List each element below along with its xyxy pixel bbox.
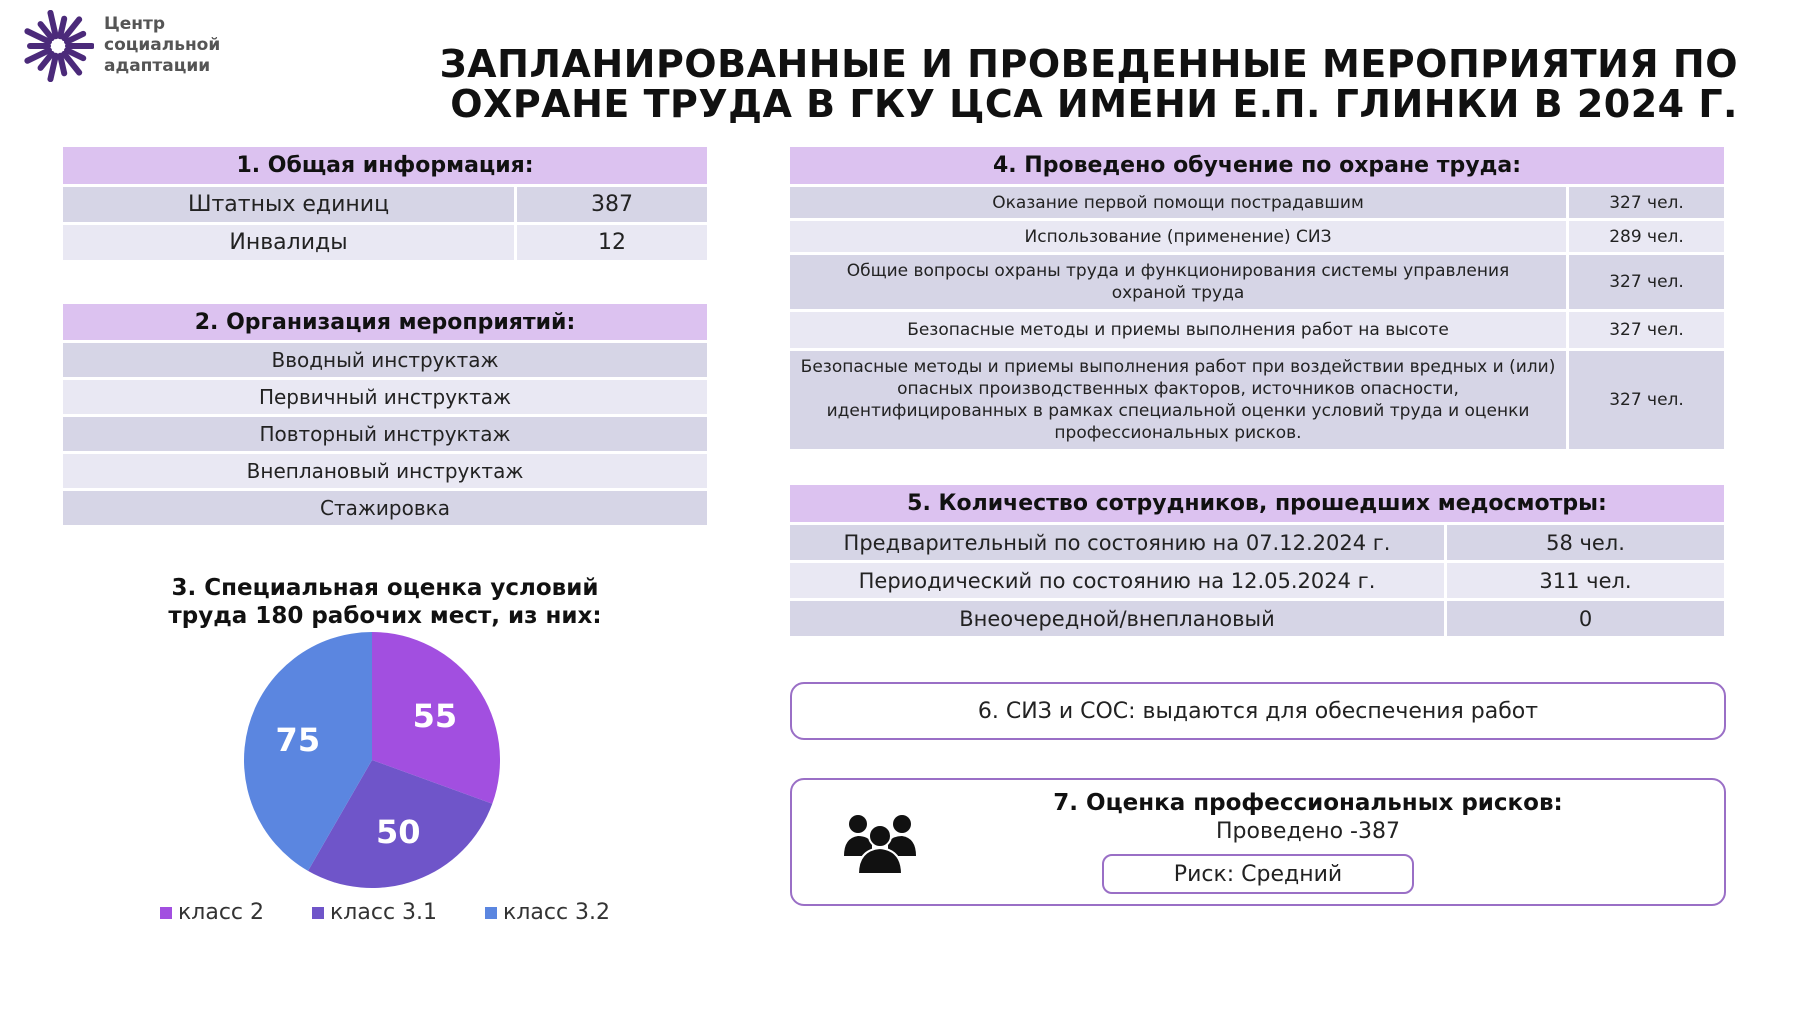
row-value: 289 чел. bbox=[1566, 221, 1724, 252]
logo-line-2: социальной bbox=[104, 35, 221, 55]
logo-line-3: адаптации bbox=[104, 56, 211, 76]
row-label: Периодический по состоянию на 12.05.2024 г. bbox=[790, 563, 1444, 598]
legend-label: класс 3.2 bbox=[503, 900, 611, 925]
logo-ray bbox=[60, 56, 64, 74]
list-item: Повторный инструктаж bbox=[63, 417, 707, 451]
chart-legend bbox=[160, 900, 610, 925]
table-row bbox=[790, 312, 1724, 348]
logo-burst-icon bbox=[22, 10, 94, 82]
legend-item bbox=[160, 900, 264, 925]
pie-data-label: 50 bbox=[376, 813, 421, 852]
risk-assessment-done: Проведено -387 bbox=[1216, 819, 1400, 844]
table-row bbox=[63, 225, 707, 260]
risk-assessment-box bbox=[790, 778, 1726, 906]
legend-swatch bbox=[485, 907, 497, 919]
events-table bbox=[63, 340, 707, 528]
table-row bbox=[63, 417, 707, 451]
logo bbox=[22, 10, 252, 85]
table-row bbox=[63, 380, 707, 414]
row-value: 0 bbox=[1444, 601, 1724, 636]
table-row bbox=[63, 343, 707, 377]
table-row bbox=[790, 187, 1724, 218]
row-label: Инвалиды bbox=[63, 225, 514, 260]
risk-level-text: Риск: Средний bbox=[1173, 861, 1343, 887]
medical-checkups-table bbox=[790, 522, 1724, 639]
table-row bbox=[790, 525, 1724, 560]
legend-item bbox=[485, 900, 610, 925]
page-title bbox=[308, 44, 1738, 124]
row-label: Безопасные методы и приемы выполнения работ на высоте bbox=[790, 312, 1566, 348]
ppe-info-text: 6. СИЗ и СОС: выдаются для обеспечения работ bbox=[977, 698, 1539, 724]
table-row bbox=[790, 351, 1724, 449]
row-value: 12 bbox=[514, 225, 707, 260]
page-title-line-1: ЗАПЛАНИРОВАННЫЕ И ПРОВЕДЕННЫЕ МЕРОПРИЯТИЯ ПО bbox=[439, 42, 1738, 86]
row-label: Предварительный по состоянию на 07.12.2024 г. bbox=[790, 525, 1444, 560]
legend-swatch bbox=[160, 907, 172, 919]
logo-line-1: Центр bbox=[104, 14, 166, 34]
row-value: 327 чел. bbox=[1566, 351, 1724, 449]
table-row bbox=[63, 187, 707, 222]
risk-level-badge bbox=[1102, 854, 1414, 894]
list-item: Вводный инструктаж bbox=[63, 343, 707, 377]
pie-title-line-2: труда 180 рабочих мест, из них: bbox=[168, 603, 602, 629]
general-info-table bbox=[63, 184, 707, 263]
logo-ray bbox=[60, 19, 64, 37]
row-label: Внеочередной/внеплановый bbox=[790, 601, 1444, 636]
legend-label: класс 2 bbox=[178, 900, 265, 925]
logo-text bbox=[104, 14, 220, 77]
list-item: Стажировка bbox=[63, 491, 707, 525]
row-value: 327 чел. bbox=[1566, 312, 1724, 348]
list-item: Первичный инструктаж bbox=[63, 380, 707, 414]
risk-assessment-heading: 7. Оценка профессиональных рисков: bbox=[1053, 790, 1563, 816]
row-label: Штатных единиц bbox=[63, 187, 514, 222]
table-row bbox=[63, 454, 707, 488]
legend-item bbox=[312, 900, 437, 925]
pie-data-label: 75 bbox=[275, 721, 321, 760]
table-row bbox=[63, 491, 707, 525]
section-5-heading: 5. Количество сотрудников, прошедших медосмотры: bbox=[790, 485, 1724, 522]
page-title-line-2: ОХРАНЕ ТРУДА В ГКУ ЦСА ИМЕНИ Е.П. ГЛИНКИ В 2024 Г. bbox=[450, 82, 1738, 126]
row-label: Общие вопросы охраны труда и функционирования системы управления охраной труда bbox=[790, 255, 1566, 309]
ppe-info-box bbox=[790, 682, 1726, 740]
table-row bbox=[790, 221, 1724, 252]
section-4-heading: 4. Проведено обучение по охране труда: bbox=[790, 147, 1724, 184]
pie-chart bbox=[240, 628, 504, 892]
legend-swatch bbox=[312, 907, 324, 919]
row-value: 327 чел. bbox=[1566, 255, 1724, 309]
table-row bbox=[790, 255, 1724, 309]
row-label: Безопасные методы и приемы выполнения работ при воздействии вредных и (или) опасных производственных факторов, источников опасности, идентифицированных в рамках специальной оценки условий труда и оценки профессиональных рисков. bbox=[790, 351, 1566, 449]
section-1-heading: 1. Общая информация: bbox=[63, 147, 707, 184]
pie-chart-title bbox=[150, 574, 620, 630]
table-row bbox=[790, 563, 1724, 598]
row-label: Оказание первой помощи пострадавшим bbox=[790, 187, 1566, 218]
pie-title-line-1: 3. Специальная оценка условий bbox=[171, 575, 599, 601]
row-value: 311 чел. bbox=[1444, 563, 1724, 598]
legend-label: класс 3.1 bbox=[330, 900, 438, 925]
row-value: 327 чел. bbox=[1566, 187, 1724, 218]
table-row bbox=[790, 601, 1724, 636]
row-label: Использование (применение) СИЗ bbox=[790, 221, 1566, 252]
pie-data-label: 55 bbox=[412, 696, 458, 735]
section-2-heading: 2. Организация мероприятий: bbox=[63, 304, 707, 340]
list-item: Внеплановый инструктаж bbox=[63, 454, 707, 488]
row-value: 58 чел. bbox=[1444, 525, 1724, 560]
row-value: 387 bbox=[514, 187, 707, 222]
training-table bbox=[790, 184, 1724, 452]
